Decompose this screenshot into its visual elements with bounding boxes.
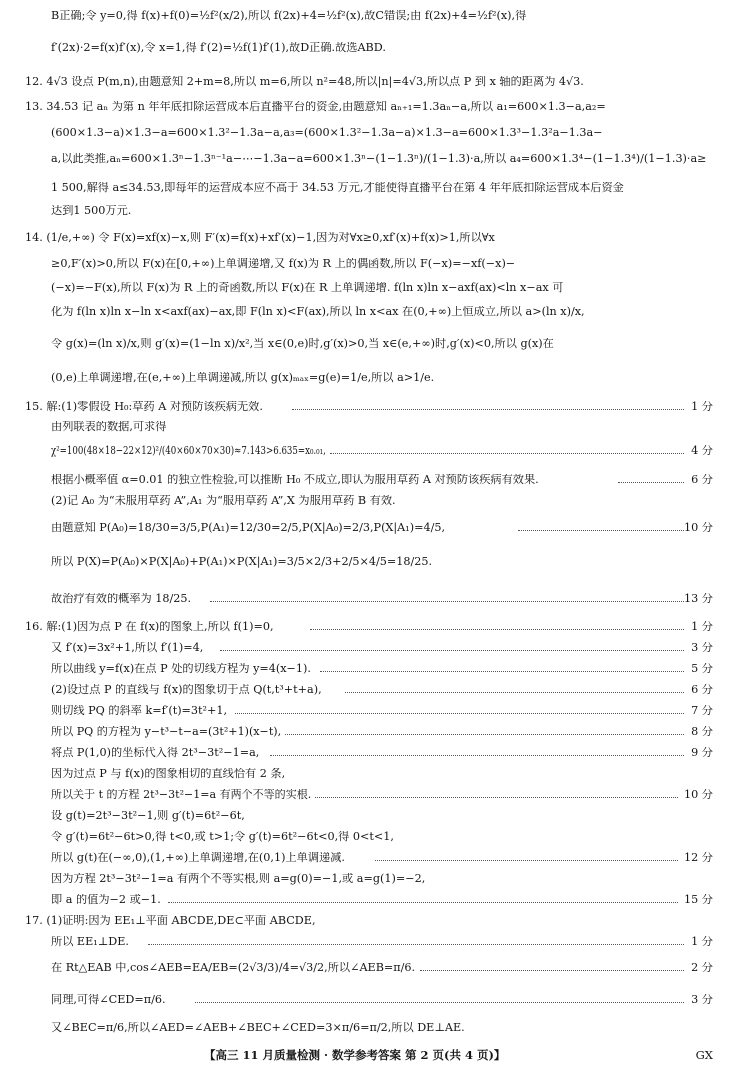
- text-line: [0, 873, 739, 891]
- leader-dots: [345, 692, 684, 693]
- text-line: [0, 182, 739, 200]
- line-text: 1 500,解得 a≤34.53,即每年的运营成本应不高于 34.53 万元,才能使得直播平台在第 4 年年底扣除运营成本后资金: [51, 182, 624, 194]
- text-line: [0, 232, 739, 250]
- score-label: 8 分: [691, 726, 713, 738]
- score-label: 13 分: [684, 593, 713, 605]
- line-text: 因为方程 2t³−3t²−1=a 有两个不等实根,则 a=g(0)=−1,或 a=g(1)=−2,: [51, 873, 426, 885]
- line-text: 在 Rt△EAB 中,cos∠AEB=EA/EB=(2√3/3)/4=√3/2,所以∠AEB=π/6.: [51, 962, 416, 974]
- line-text: 所以 PQ 的方程为 y−t³−t−a=(3t²+1)(x−t),: [51, 726, 282, 738]
- score-label: 6 分: [691, 684, 713, 696]
- score-label: 3 分: [691, 994, 713, 1006]
- line-text: 令 g′(t)=6t²−6t>0,得 t<0,或 t>1;令 g′(t)=6t²−6t<0,得 0<t<1,: [51, 831, 394, 843]
- text-line: [0, 1022, 739, 1040]
- text-line: [0, 556, 739, 574]
- footer-title: 【高三 11 月质量检测 · 数学参考答案 第 2 页(共 4 页)】: [204, 1048, 506, 1062]
- leader-dots: [220, 650, 684, 651]
- line-text: 化为 f(ln x)ln x−ln x<axf(ax)−ax,即 F(ln x)<F(ax),所以 ln x<ax 在(0,+∞)上恒成立,所以 a>(ln x)/x,: [51, 306, 585, 318]
- line-text: 所以关于 t 的方程 2t³−3t²−1=a 有两个不等的实根.: [51, 789, 312, 801]
- line-text: 17. (1)证明:因为 EE₁⊥平面 ABCDE,DE⊂平面 ABCDE,: [25, 915, 316, 927]
- leader-dots: [310, 629, 684, 630]
- line-text: 由列联表的数据,可求得: [51, 421, 167, 433]
- text-line: [0, 810, 739, 828]
- leader-dots: [518, 530, 684, 531]
- score-label: 6 分: [691, 474, 713, 486]
- leader-dots: [618, 482, 684, 483]
- line-text: 所以 P(X)=P(A₀)×P(X|A₀)+P(A₁)×P(X|A₁)=3/5×2/3+2/5×4/5=18/25.: [51, 556, 433, 568]
- line-text: 12. 4√3 设点 P(m,n),由题意知 2+m=8,所以 m=6,所以 n²=48,所以|n|=4√3,所以点 P 到 x 轴的距离为 4√3.: [25, 76, 584, 88]
- text-line: [0, 42, 739, 60]
- line-text: B正确;令 y=0,得 f(x)+f(0)=½f²(x/2),所以 f(2x)+4=½f²(x),故C错误;由 f(2x)+4=½f²(x),得: [51, 10, 527, 22]
- score-label: 10 分: [684, 789, 713, 801]
- score-label: 4 分: [691, 445, 713, 457]
- text-line: [0, 522, 739, 540]
- text-line: [0, 726, 739, 744]
- line-text: 同理,可得∠CED=π/6.: [51, 994, 166, 1006]
- leader-dots: [315, 797, 678, 798]
- line-text: 15. 解:(1)零假设 H₀:草药 A 对预防该疾病无效.: [25, 401, 263, 413]
- line-text: (600×1.3−a)×1.3−a=600×1.3²−1.3a−a,a₃=(600×1.3²−1.3a−a)×1.3−a=600×1.3³−1.3²a−1.3a−: [51, 127, 603, 139]
- text-line: [0, 747, 739, 765]
- line-text: (2)记 A₀ 为“未服用草药 A”,A₁ 为“服用草药 A”,X 为服用草药 B 有效.: [51, 495, 396, 507]
- leader-dots: [235, 713, 684, 714]
- score-label: 7 分: [691, 705, 713, 717]
- text-line: [0, 915, 739, 933]
- text-line: [0, 994, 739, 1012]
- line-text: 根据小概率值 α=0.01 的独立性检验,可以推断 H₀ 不成立,即认为服用草药 A 对预防该疾病有效果.: [51, 474, 539, 486]
- score-label: 3 分: [691, 642, 713, 654]
- line-text: ≥0,F′(x)>0,所以 F(x)在[0,+∞)上单调递增,又 f(x)为 R 上的偶函数,所以 F(−x)=−xf(−x)−: [51, 258, 516, 270]
- score-label: 9 分: [691, 747, 713, 759]
- text-line: [0, 401, 739, 419]
- text-line: [0, 852, 739, 870]
- leader-dots: [320, 671, 684, 672]
- score-label: 2 分: [691, 962, 713, 974]
- leader-dots: [270, 755, 684, 756]
- text-line: [0, 101, 739, 119]
- line-text: f′(2x)·2=f(x)f′(x),令 x=1,得 f′(2)=½f(1)f′(1),故D正确.故选ABD.: [51, 42, 386, 54]
- text-line: [0, 372, 739, 390]
- leader-dots: [195, 1002, 684, 1003]
- text-line: [0, 894, 739, 912]
- line-text: 因为过点 P 与 f(x)的图象相切的直线恰有 2 条,: [51, 768, 286, 780]
- line-text: 13. 34.53 记 aₙ 为第 n 年年底扣除运营成本后直播平台的资金,由题意知 aₙ₊₁=1.3aₙ−a,所以 a₁=600×1.3−a,a₂=: [25, 101, 606, 113]
- line-text: 令 g(x)=(ln x)/x,则 g′(x)=(1−ln x)/x²,当 x∈(0,e)时,g′(x)>0,当 x∈(e,+∞)时,g′(x)<0,所以 g(x)在: [51, 338, 554, 350]
- score-label: 15 分: [684, 894, 713, 906]
- line-text: 即 a 的值为−2 或−1.: [51, 894, 161, 906]
- score-label: 1 分: [691, 401, 713, 413]
- leader-dots: [285, 734, 684, 735]
- text-line: [0, 10, 739, 28]
- line-text: 设 g(t)=2t³−3t²−1,则 g′(t)=6t²−6t,: [51, 810, 245, 822]
- line-text: 将点 P(1,0)的坐标代入得 2t³−3t²−1=a,: [51, 747, 260, 759]
- line-text: 所以曲线 y=f(x)在点 P 处的切线方程为 y=4(x−1).: [51, 663, 311, 675]
- line-text: (−x)=−F(x),所以 F(x)为 R 上的奇函数,所以 F(x)在 R 上单调递增. f(ln x)ln x−axf(ax)<ln x−ax 可: [51, 282, 564, 294]
- score-label: 10 分: [684, 522, 713, 534]
- line-text: 又 f′(x)=3x²+1,所以 f′(1)=4,: [51, 642, 204, 654]
- text-line: [0, 684, 739, 702]
- line-text: a,以此类推,aₙ=600×1.3ⁿ−1.3ⁿ⁻¹a−⋯−1.3a−a=600×1.3ⁿ−(1−1.3ⁿ)/(1−1.3)·a,所以 a₄=600×1.3⁴−(1−1.3⁴)/(1−1.3)·a≥: [51, 153, 707, 165]
- leader-dots: [420, 970, 684, 971]
- text-line: [0, 705, 739, 723]
- line-text: 14. (1/e,+∞) 令 F(x)=xf(x)−x,则 F′(x)=f(x)+xf′(x)−1,因为对∀x≥0,xf′(x)+f(x)>1,所以∀x: [25, 232, 495, 244]
- score-label: 12 分: [684, 852, 713, 864]
- text-line: [0, 663, 739, 681]
- score-label: 5 分: [691, 663, 713, 675]
- text-line: [0, 445, 739, 463]
- leader-dots: [168, 902, 678, 903]
- text-line: [0, 282, 739, 300]
- text-line: [0, 306, 739, 324]
- text-line: [0, 127, 739, 145]
- text-line: [0, 962, 739, 980]
- leader-dots: [375, 860, 678, 861]
- text-line: [0, 205, 739, 223]
- line-text: (2)设过点 P 的直线与 f(x)的图象切于点 Q(t,t³+t+a),: [51, 684, 322, 696]
- line-text: χ²=100(48×18−22×12)²/(40×60×70×30)≈7.143>6.635=x₀.₀₁,: [51, 445, 326, 457]
- text-line: [0, 495, 739, 513]
- score-label: 1 分: [691, 621, 713, 633]
- text-line: [0, 474, 739, 492]
- text-line: [0, 621, 739, 639]
- text-line: [0, 831, 739, 849]
- text-line: [0, 593, 739, 611]
- line-text: (0,e)上单调递增,在(e,+∞)上单调递减,所以 g(x)ₘₐₓ=g(e)=1/e,所以 a>1/e.: [51, 372, 435, 384]
- leader-dots: [210, 601, 684, 602]
- text-line: [0, 76, 739, 94]
- text-line: [0, 768, 739, 786]
- leader-dots: [148, 944, 684, 945]
- line-text: 又∠BEC=π/6,所以∠AED=∠AEB+∠BEC+∠CED=3×π/6=π/2,所以 DE⊥AE.: [51, 1022, 465, 1034]
- line-text: 所以 EE₁⊥DE.: [51, 936, 129, 948]
- leader-dots: [292, 409, 684, 410]
- line-text: 故治疗有效的概率为 18/25.: [51, 593, 192, 605]
- footer-code: GX: [695, 1048, 713, 1062]
- text-line: [0, 153, 739, 171]
- text-line: [0, 338, 739, 356]
- text-line: [0, 936, 739, 954]
- text-line: [0, 421, 739, 439]
- line-text: 则切线 PQ 的斜率 k=f′(t)=3t²+1,: [51, 705, 228, 717]
- text-line: [0, 258, 739, 276]
- leader-dots: [330, 453, 684, 454]
- line-text: 由题意知 P(A₀)=18/30=3/5,P(A₁)=12/30=2/5,P(X|A₀)=2/3,P(X|A₁)=4/5,: [51, 522, 446, 534]
- score-label: 1 分: [691, 936, 713, 948]
- text-line: [0, 789, 739, 807]
- line-text: 所以 g(t)在(−∞,0),(1,+∞)上单调递增,在(0,1)上单调递减.: [51, 852, 345, 864]
- text-line: [0, 642, 739, 660]
- line-text: 达到1 500万元.: [51, 205, 132, 217]
- line-text: 16. 解:(1)因为点 P 在 f(x)的图象上,所以 f(1)=0,: [25, 621, 274, 633]
